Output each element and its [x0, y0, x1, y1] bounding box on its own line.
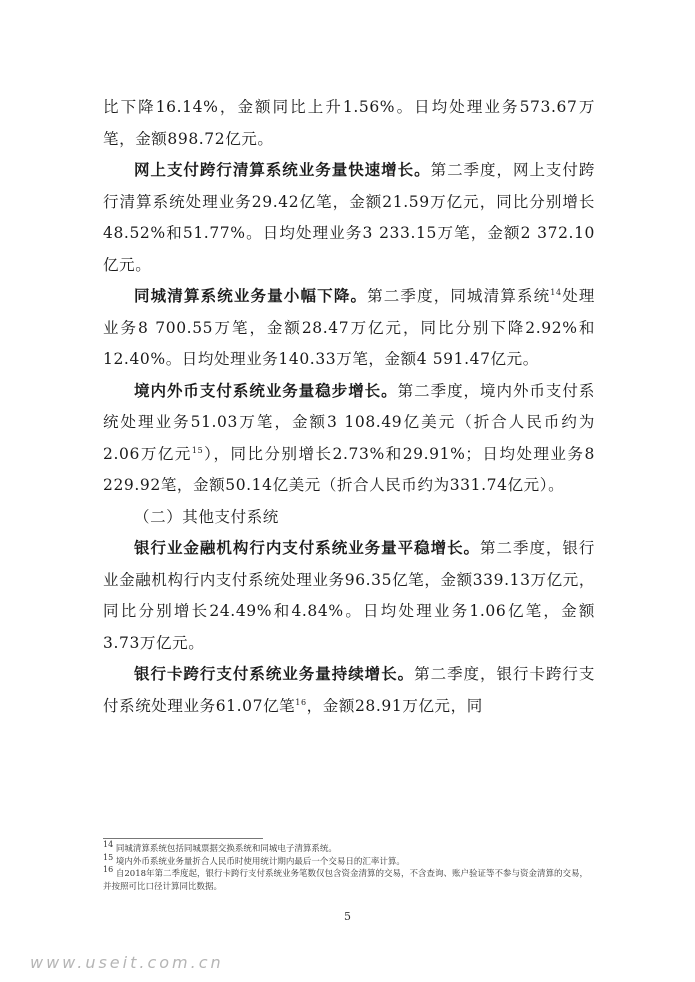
footnote-divider	[103, 838, 263, 839]
paragraph-local-clearing: 同城清算系统业务量小幅下降。第二季度，同城清算系统$^{14}$处理业务8 700.55万笔，金额28.47万亿元，同比分别下降2.92%和12.40%。日均处理业务140.33万笔，金额4 591.47亿元。	[103, 287, 595, 368]
paragraph-continued: 比下降16.14%，金额同比上升1.56%。日均处理业务573.67万笔，金额898.72亿元。	[103, 98, 595, 148]
paragraph-heading: 网上支付跨行清算系统业务量快速增长。	[134, 161, 431, 179]
paragraph-heading: 境内外币支付系统业务量稳步增长。	[134, 381, 398, 400]
footnote-ref[interactable]: 14	[550, 287, 562, 297]
footnote-ref[interactable]: 16	[295, 697, 307, 707]
page-number: 5	[344, 910, 351, 923]
watermark: www.useit.com.cn	[30, 953, 224, 972]
paragraph-bank-card: 银行卡跨行支付系统业务量持续增长。第二季度，银行卡跨行支付系统处理业务61.07亿笔$^{16}$，金额28.91万亿元，同	[103, 665, 595, 715]
footnote-item: $^{14}$ 同城清算系统包括同城票据交换系统和同城电子清算系统。	[103, 840, 337, 854]
footnotes	[103, 840, 595, 893]
paragraph-foreign-currency: 境内外币支付系统业务量稳步增长。第二季度，境内外币支付系统处理业务51.03万笔，金额3 108.49亿美元（折合人民币约为2.06万亿元$^{15}$），同比分别增长2.73%和29.91%；日均处理业务8 229.92笔，金额50.14亿美元（折合人民币约为331.74亿元）。	[103, 381, 595, 494]
footnote-item: $^{16}$ 自2018年第二季度起，银行卡跨行支付系统业务笔数仅包含资金清算的交易，不含查询、账户验证等不参与资金清算的交易，并按照可比口径计算同比数据。	[103, 865, 589, 892]
paragraph-online-clearing: 网上支付跨行清算系统业务量快速增长。第二季度，网上支付跨行清算系统处理业务29.42亿笔，金额21.59万亿元，同比分别增长48.52%和51.77%。日均处理业务3 233.15万笔，金额2 372.10亿元。	[103, 161, 595, 274]
paragraph-intra-bank: 银行业金融机构行内支付系统业务量平稳增长。第二季度，银行业金融机构行内支付系统处理业务96.35亿笔，金额339.13万亿元，同比分别增长24.49%和4.84%。日均处理业务1.06亿笔，金额3.73万亿元。	[103, 539, 595, 652]
paragraph-heading: 同城清算系统业务量小幅下降。	[134, 287, 368, 305]
footnote-ref[interactable]: 15	[191, 445, 204, 455]
paragraph-heading: 银行卡跨行支付系统业务量持续增长。	[134, 665, 415, 683]
body-text	[103, 92, 595, 722]
footnote-item: $^{15}$ 境内外币系统业务量折合人民币时使用统计期内最后一个交易日的汇率计算。	[103, 852, 405, 867]
section-title: （二）其他支付系统	[134, 507, 279, 526]
paragraph-heading: 银行业金融机构行内支付系统业务量平稳增长。	[134, 539, 481, 557]
